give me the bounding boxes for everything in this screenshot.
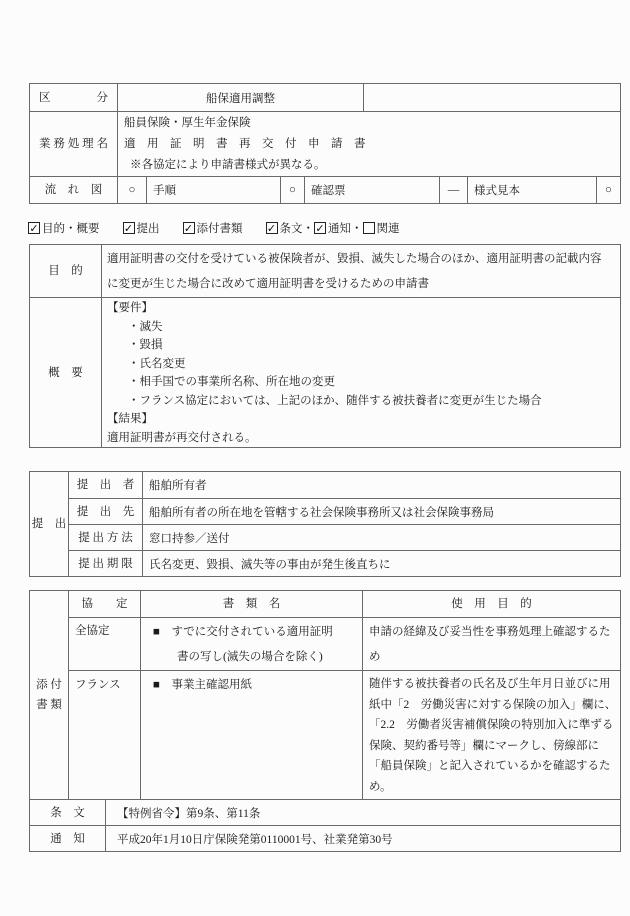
flow-mark-cell: ○ [280, 177, 304, 203]
process-name-note: ※各協定により申請書様式が異なる。 [130, 159, 326, 171]
submit-deadline-label: 提 出 期 限 [78, 557, 133, 570]
checkbox-checked-icon: ✓ [315, 221, 325, 235]
filter-row [28, 219, 400, 237]
usage-header-cell: 使 用 目 的 [362, 591, 620, 617]
overview-line: ・滅失 [128, 320, 163, 333]
checkbox-checked-icon: ✓ [123, 221, 134, 235]
usage-cell: 随伴する被扶養者の氏名及び生年月日並びに用紙中「2 労働災害に対する保険の加入」欄に、「2.2 労働者災害補償保険の特別加入に準ずる保険、契約番号等」欄にマークし、傍線部に「船員保険」と記入されているかを確認するため。 [362, 671, 620, 799]
submitter-row [69, 472, 620, 498]
filter-label: 提出 [136, 223, 160, 235]
submission-label-cell: 提 出 [31, 518, 67, 530]
provisions-row [30, 799, 620, 825]
submit-deadline-value: 氏名変更、毀損、滅失等の事由が発生後直ちに [142, 551, 620, 576]
filter-item [363, 220, 400, 236]
overview-content [101, 298, 620, 447]
submit-to-value: 船舶所有者の所在地を管轄する社会保険事務所又は社会保険事務局 [142, 499, 620, 524]
notice-text: 平成20年1月10日庁保険発第0110001号、社業発第30号 [105, 826, 620, 851]
category-empty-cell [363, 84, 620, 111]
overview-line: ・相手国での事業所名称、所在地の変更 [128, 376, 335, 388]
usage-cell: 申請の経緯及び妥当性を事務処理上確認するため [362, 618, 620, 670]
submission-block [30, 472, 620, 576]
filter-label: 条文・ [279, 223, 314, 235]
attachment-header-row [69, 591, 620, 617]
agreement-header-cell: 協 定 [81, 598, 128, 610]
checkbox-checked-icon: ✓ [183, 221, 194, 235]
purpose-overview-table [29, 244, 621, 448]
filter-label: 添付書類 [196, 223, 243, 235]
flow-mark-cell: ― [439, 177, 467, 203]
process-name-content [117, 112, 620, 176]
agreement-cell: フランス [75, 679, 121, 691]
overview-row [30, 297, 620, 447]
submit-to-label: 提 出 先 [76, 505, 135, 518]
filter-label: 通知・ [328, 223, 363, 235]
overview-line: ・毀損 [128, 339, 163, 351]
overview-line: ・フランス協定においては、上記のほか、随伴する被扶養者に変更が生じた場合 [128, 394, 542, 407]
submit-method-row [69, 524, 620, 550]
flow-label-cell: 流 れ 図 [44, 184, 103, 196]
checkbox-unchecked-icon [363, 222, 375, 234]
provisions-label-cell: 条 文 [50, 806, 85, 819]
submit-deadline-row [69, 550, 620, 576]
header-table [29, 83, 621, 204]
agreement-cell: 全協定 [75, 625, 110, 637]
process-name-line-2: 適 用 証 明 書 再 交 付 申 請 書 [124, 138, 366, 150]
submit-method-value: 窓口持参／送付 [142, 525, 620, 550]
provisions-text: 【特例省令】第9条、第11条 [105, 800, 620, 825]
flow-name-cell: 確認票 [304, 177, 439, 203]
flow-row [30, 176, 620, 203]
overview-line: ・氏名変更 [128, 357, 186, 370]
category-value-cell: 船保適用調整 [117, 84, 363, 111]
checkbox-checked-icon: ✓ [29, 221, 39, 235]
doc-name-cell: ■ すでに交付されている適用証明書の写し(滅失の場合を除く) [140, 618, 362, 670]
flow-name-cell: 手順 [146, 177, 280, 203]
filter-item [28, 220, 100, 236]
flow-mark-cell: ○ [596, 177, 620, 203]
filter-item [183, 220, 243, 236]
attachment-row-france [69, 670, 620, 799]
purpose-label-cell: 目 的 [48, 265, 83, 277]
submitter-value: 船舶所有者 [142, 472, 620, 498]
attachments-table [29, 590, 621, 852]
filter-item [123, 220, 160, 236]
submit-to-row [69, 498, 620, 524]
process-name-label-cell: 業 務 処 理 名 [39, 138, 108, 150]
overview-line: 【結果】 [107, 413, 153, 425]
process-name-row [30, 111, 620, 176]
filter-item [266, 220, 315, 236]
notice-row [30, 825, 620, 851]
attachments-block [30, 591, 620, 799]
attachments-label-cell: 添 付 書 類 [36, 679, 62, 711]
checkbox-checked-icon: ✓ [266, 221, 277, 235]
purpose-text: 適用証明書の交付を受けている被保険者が、毀損、滅失した場合のほか、適用証明書の記載内容に変更が生じた場合に改めて適用証明書を受けるための申請書 [101, 245, 620, 297]
process-name-line-1: 船員保険・厚生年金保険 [124, 117, 251, 129]
doc-name-cell: ■ 事業主確認用紙 [140, 671, 362, 799]
overview-line: 【要件】 [107, 302, 153, 314]
submit-method-label: 提 出 方 法 [78, 531, 133, 544]
submission-rows [68, 472, 620, 576]
category-label-cell: 区 分 [39, 91, 108, 104]
attachment-row-all-agreements [69, 617, 620, 670]
filter-item [314, 220, 363, 236]
flow-name-cell: 様式見本 [467, 177, 596, 203]
filter-label: 関連 [376, 223, 400, 235]
attachments-rows [68, 591, 620, 799]
filter-label: 目的・概要 [42, 223, 100, 235]
submitter-label: 提 出 者 [76, 479, 135, 491]
purpose-row [30, 245, 620, 297]
overview-line: 適用証明書が再交付される。 [107, 431, 257, 444]
overview-label-cell: 概 要 [48, 366, 83, 379]
notice-label-cell: 通 知 [50, 832, 85, 845]
flow-mark-cell: ○ [117, 177, 146, 203]
doc-name-header-cell: 書 類 名 [140, 591, 362, 617]
submission-table [29, 471, 621, 577]
category-row [30, 84, 620, 111]
